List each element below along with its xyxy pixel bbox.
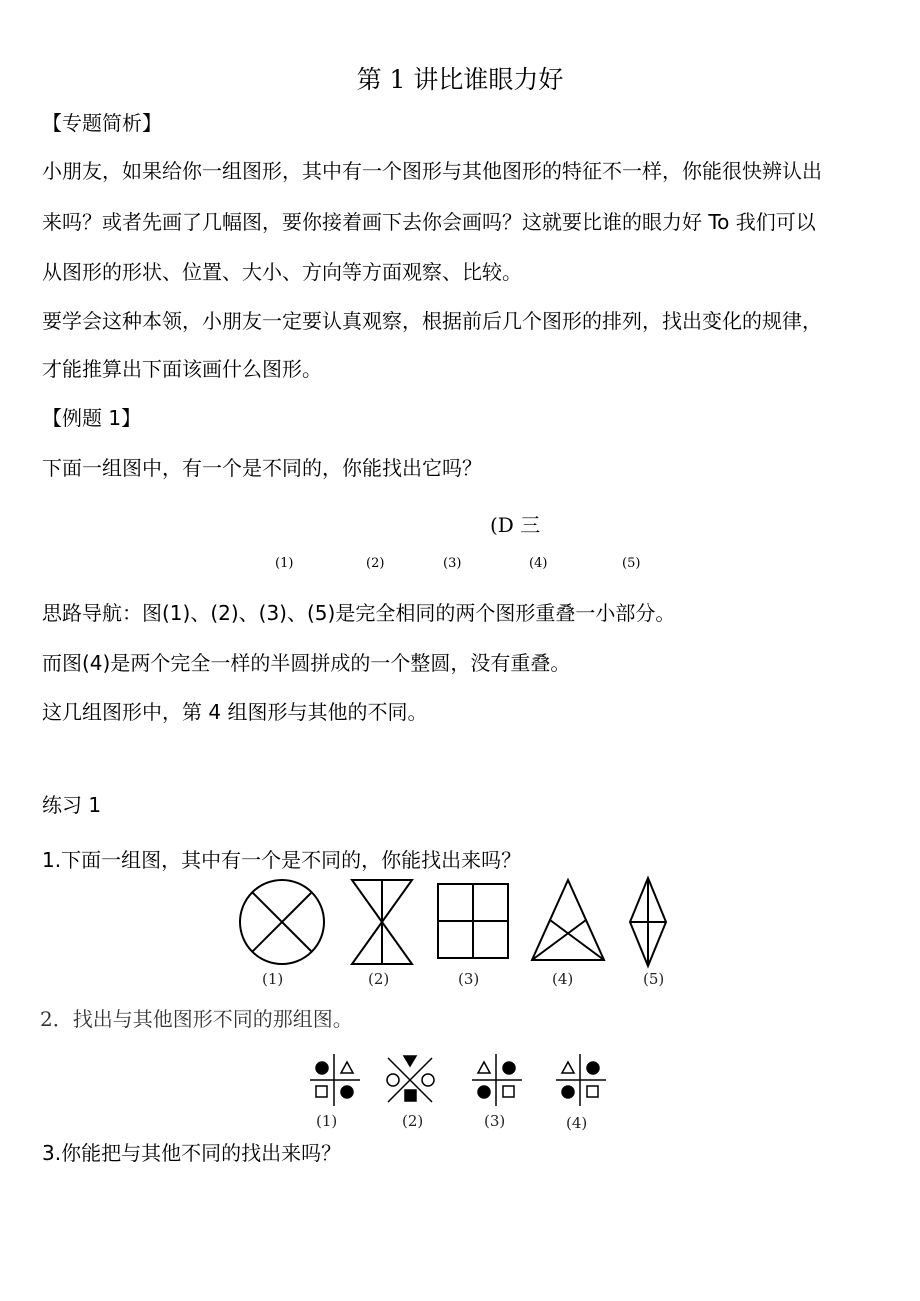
practice-1-figures — [230, 872, 680, 992]
example-label-1: (1) — [275, 556, 294, 571]
example-heading: 【例题 1】 — [42, 406, 142, 430]
intro-line-3: 从图形的形状、位置、大小、方向等方面观察、比较。 — [42, 260, 522, 284]
page-title: 第 1 讲比谁眼力好 — [356, 65, 564, 94]
example-artifact-text: (D 三 — [490, 513, 541, 537]
practice-question-1: 1.下面一组图，其中有一个是不同的，你能找出来吗？ — [42, 848, 522, 872]
example-solution-3: 这几组图形中，第 4 组图形与其他的不同。 — [42, 700, 428, 724]
example-solution-2: 而图(4)是两个完全一样的半圆拼成的一个整圆，没有重叠。 — [42, 651, 571, 675]
practice-2-figures — [300, 1048, 620, 1116]
intro-line-4: 要学会这种本领，小朋友一定要认真观察，根据前后几个图形的排列，找出变化的规律， — [42, 309, 822, 333]
example-question: 下面一组图中，有一个是不同的，你能找出它吗？ — [42, 456, 482, 480]
practice-question-2: 2．找出与其他图形不同的那组图。 — [40, 1007, 353, 1031]
practice-2-label-3: (3) — [484, 1112, 506, 1130]
intro-line-1: 小朋友，如果给你一组图形，其中有一个图形与其他图形的特征不一样，你能很快辨认出 — [42, 159, 822, 183]
example-label-2: (2) — [366, 556, 385, 571]
symbols-group-1 — [310, 1054, 360, 1106]
practice-1-label-5: (5) — [643, 970, 665, 988]
example-label-4: (4) — [529, 556, 548, 571]
practice-1-label-2: (2) — [368, 970, 390, 988]
practice-question-3: 3.你能把与其他不同的找出来吗？ — [42, 1141, 342, 1165]
example-label-5: (5) — [622, 556, 641, 571]
symbols-group-3 — [472, 1054, 522, 1106]
example-label-3: (3) — [443, 556, 462, 571]
intro-line-5: 才能推算出下面该画什么图形。 — [42, 357, 322, 381]
example-solution-1: 思路导航：图(1)、(2)、(3)、(5)是完全相同的两个图形重叠一小部分。 — [42, 601, 676, 625]
symbols-group-2 — [387, 1056, 434, 1102]
hourglass-figure — [352, 880, 412, 964]
intro-line-2: 来吗？或者先画了几幅图，要你接着画下去你会画吗？这就要比谁的眼力好 To 我们可以 — [42, 210, 816, 234]
practice-heading: 练习 1 — [42, 793, 102, 817]
rhombus-figure — [630, 878, 666, 966]
practice-2-label-1: (1) — [316, 1112, 338, 1130]
practice-2-label-4: (4) — [566, 1114, 588, 1132]
circle-cross-figure — [240, 880, 324, 964]
symbols-group-4 — [556, 1054, 606, 1106]
triangle-cross-figure — [532, 880, 604, 960]
practice-2-label-2: (2) — [402, 1112, 424, 1130]
practice-1-label-4: (4) — [552, 970, 574, 988]
divided-square-figure — [438, 884, 508, 958]
practice-1-label-1: (1) — [262, 970, 284, 988]
section-heading: 【专题简析】 — [42, 111, 162, 135]
practice-1-label-3: (3) — [458, 970, 480, 988]
